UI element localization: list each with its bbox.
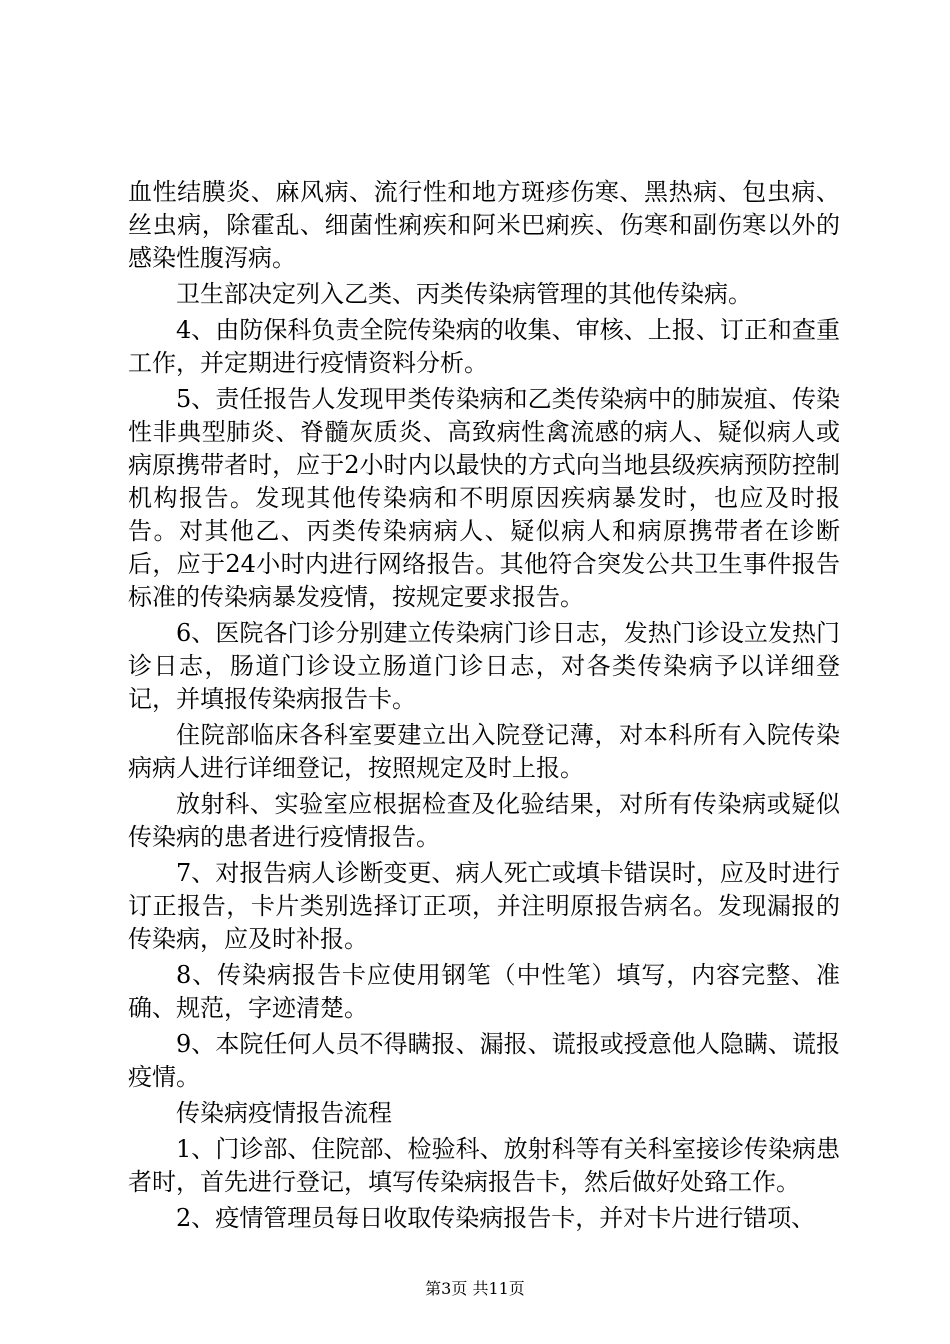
paragraph-13: 2、疫情管理员每日收取传染病报告卡，并对卡片进行错项、 — [176, 1204, 816, 1232]
section-heading: 传染病疫情报告流程 — [176, 1099, 392, 1127]
page-footer: 第3页 共11页 — [425, 1279, 525, 1298]
paragraph-4: 5、责任报告人发现甲类传染病和乙类传染病中的肺炭疽、传染性非典型肺炎、脊髓灰质炎、高致病性禽流感的病人、疑似病人或病原携带者时，应于2小时内以最快的方式向当地县级疾病预防控制机构报告。发现其他传染病和不明原因疾病暴发时，也应及时报告。对其他乙、丙类传染病病人、疑似病人和病原携带者在诊断后，应于24小时内进行网络报告。其他符合突发公共卫生事件报告标准的传染病暴发疫情，按规定要求报告。 — [128, 385, 840, 611]
paragraph-6: 住院部临床各科室要建立出入院登记薄，对本科所有入院传染病病人进行详细登记，按照规定及时上报。 — [128, 721, 840, 782]
paragraph-3: 4、由防保科负责全院传染病的收集、审核、上报、订正和查重工作，并定期进行疫情资料分析。 — [128, 316, 840, 377]
paragraph-9: 8、传染病报告卡应使用钢笔（中性笔）填写，内容完整、准确、规范，字迹清楚。 — [128, 961, 840, 1022]
paragraph-10: 9、本院任何人员不得瞒报、漏报、谎报或授意他人隐瞒、谎报疫情。 — [128, 1030, 840, 1091]
paragraph-1: 血性结膜炎、麻风病、流行性和地方斑疹伤寒、黑热病、包虫病、丝虫病，除霍乱、细菌性痢疾和阿米巴痢疾、伤寒和副伤寒以外的感染性腹泻病。 — [128, 178, 840, 272]
paragraph-12: 1、门诊部、住院部、检验科、放射科等有关科室接诊传染病患者时，首先进行登记，填写传染病报告卡，然后做好处臵工作。 — [128, 1135, 840, 1196]
paragraph-5: 6、医院各门诊分别建立传染病门诊日志，发热门诊设立发热门诊日志，肠道门诊设立肠道门诊日志，对各类传染病予以详细登记，并填报传染病报告卡。 — [128, 619, 840, 713]
document-body — [128, 176, 840, 1238]
paragraph-7: 放射科、实验室应根据检查及化验结果，对所有传染病或疑似传染病的患者进行疫情报告。 — [128, 790, 840, 851]
paragraph-2: 卫生部决定列入乙类、丙类传染病管理的其他传染病。 — [176, 280, 752, 308]
paragraph-8: 7、对报告病人诊断变更、病人死亡或填卡错误时，应及时进行订正报告，卡片类别选择订正项，并注明原报告病名。发现漏报的传染病，应及时补报。 — [128, 859, 840, 953]
